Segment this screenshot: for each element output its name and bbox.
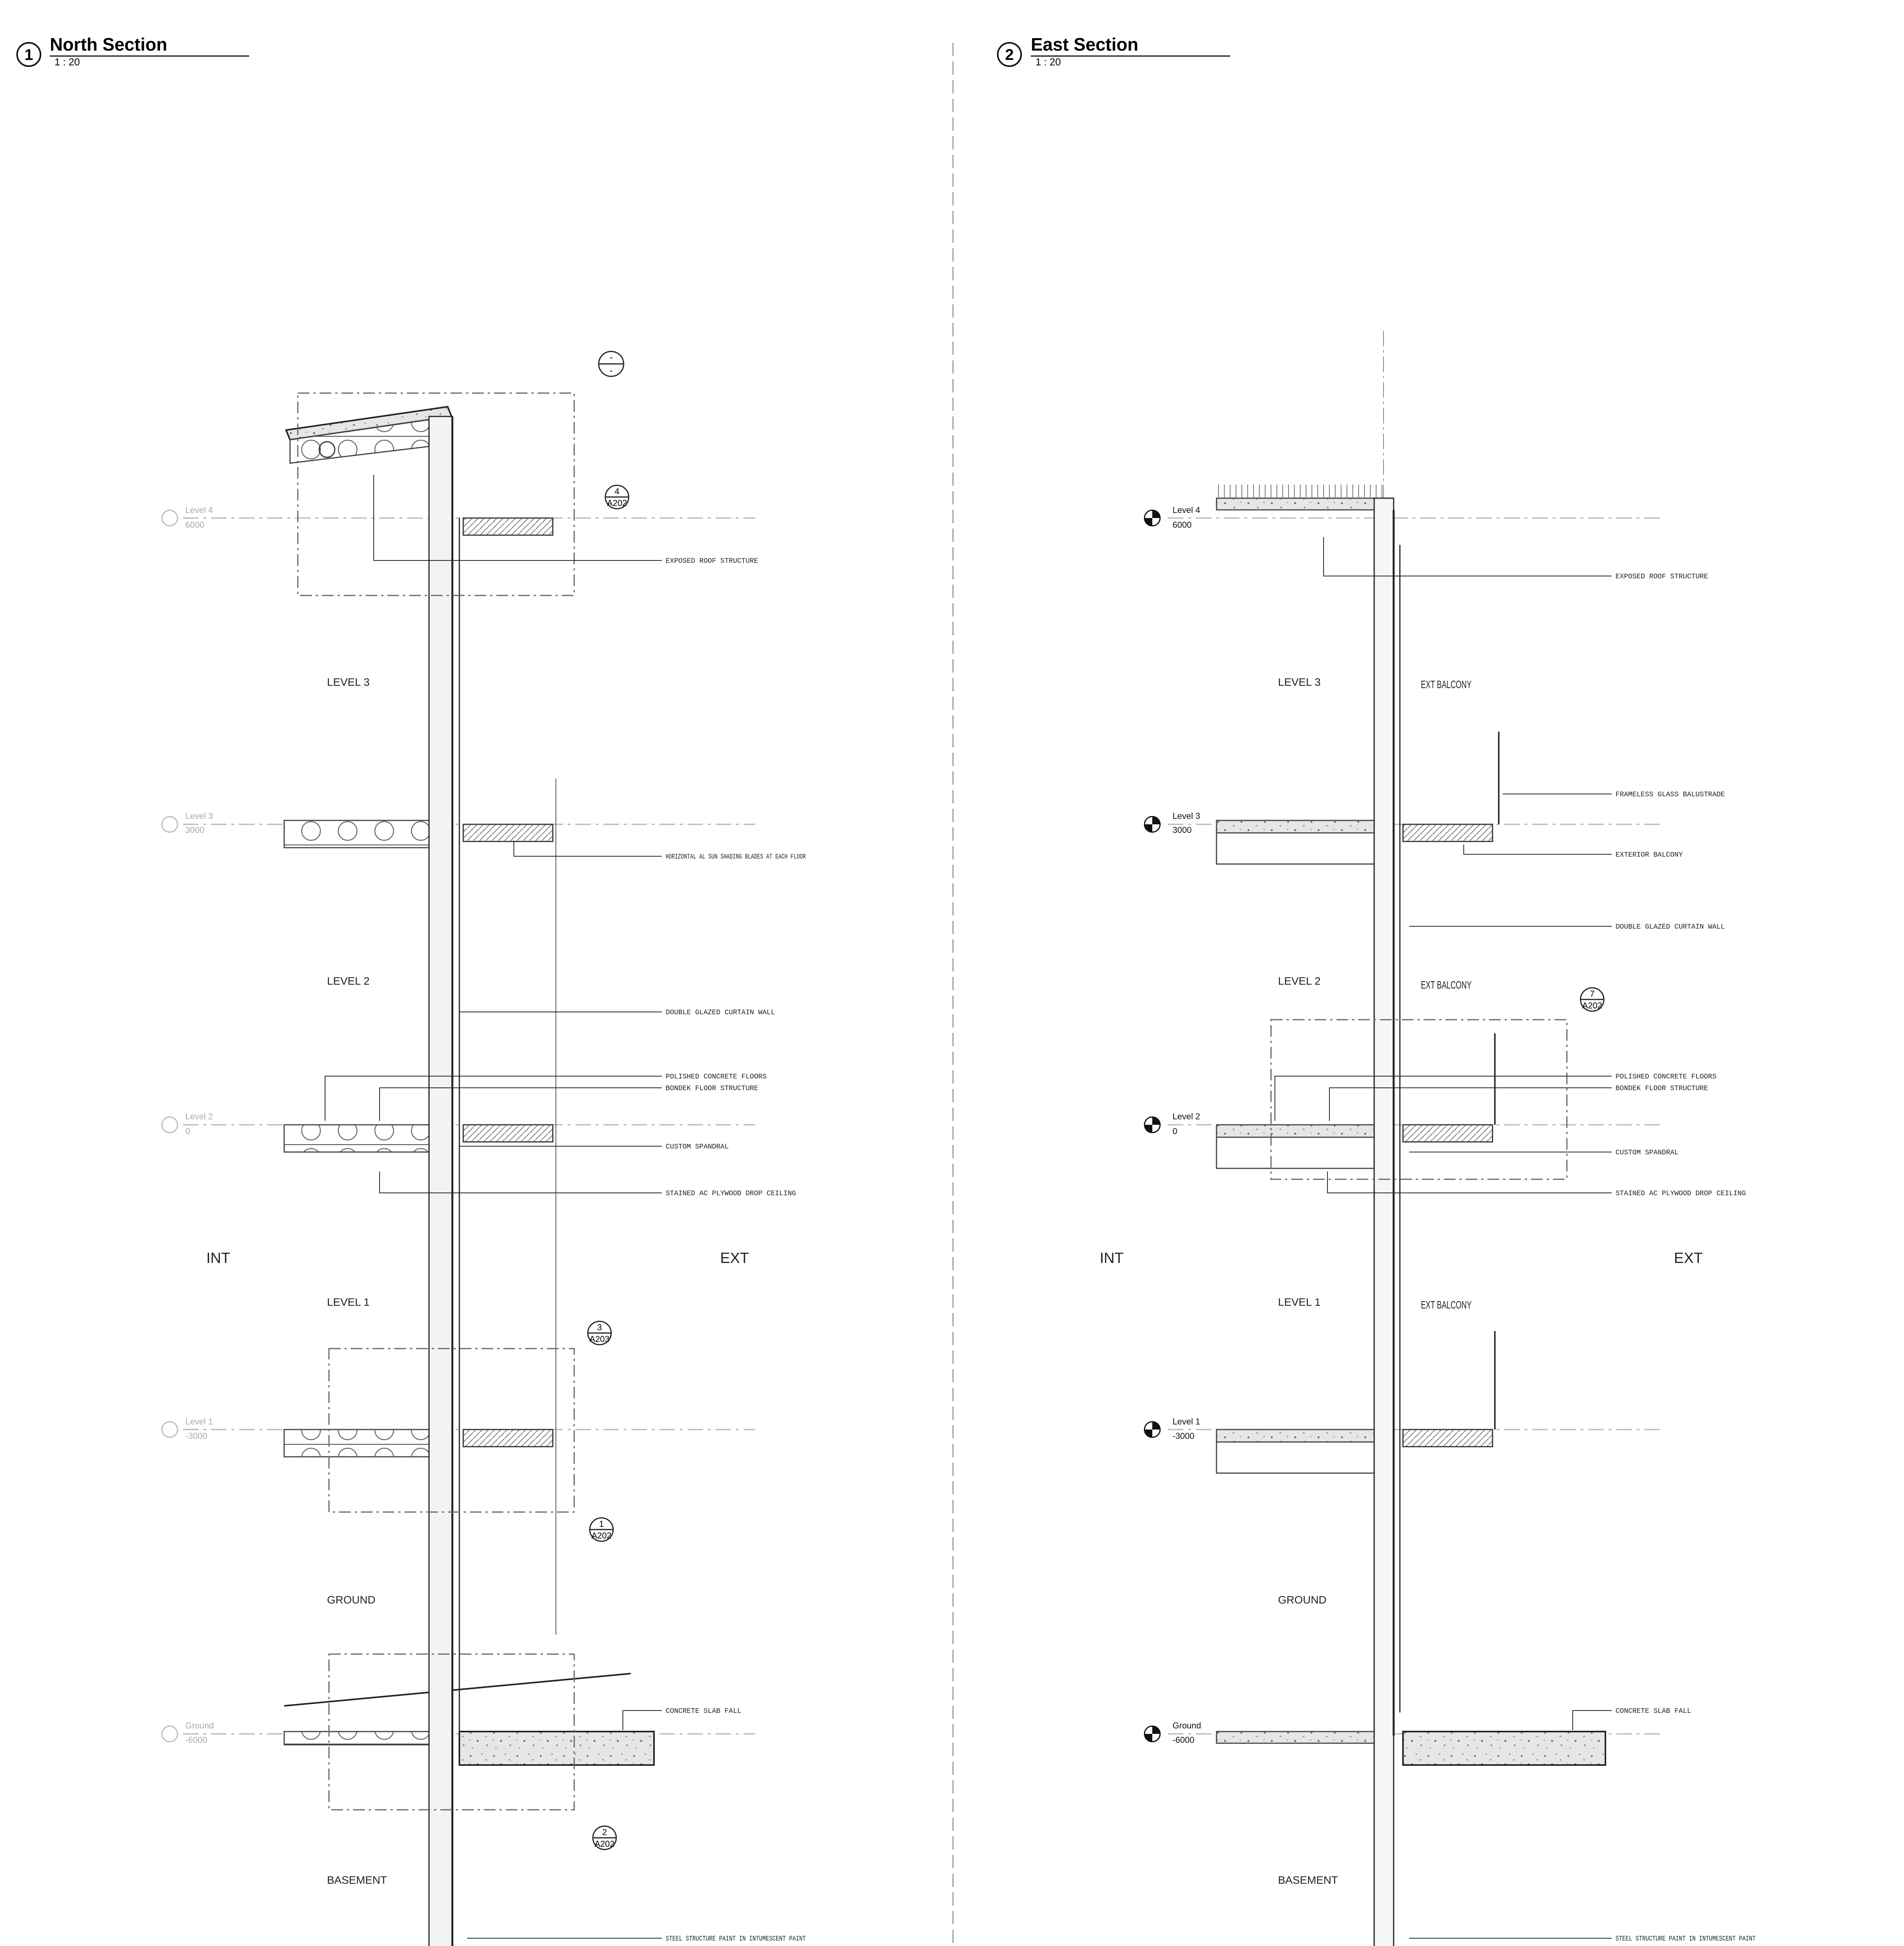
svg-text:2: 2 — [602, 1827, 607, 1837]
svg-text:A203: A203 — [589, 1334, 610, 1344]
svg-text:-6000: -6000 — [185, 1735, 207, 1745]
view-scale: 1 : 20 — [1036, 56, 1061, 68]
svg-text:A202: A202 — [594, 1839, 615, 1849]
level-markers — [162, 505, 224, 1946]
annotation: BONDEK FLOOR STRUCTURE — [1616, 1085, 1708, 1092]
balcony-label: EXT BALCONY — [1421, 678, 1472, 690]
svg-text:6000: 6000 — [185, 520, 204, 530]
ext-label: EXT — [1674, 1250, 1703, 1266]
svg-text:-6000: -6000 — [1173, 1735, 1195, 1745]
ext-label: EXT — [720, 1250, 749, 1266]
view-title-north — [17, 34, 249, 68]
room-label: LEVEL 2 — [327, 975, 370, 987]
level-head-1 — [162, 1417, 213, 1441]
level-head-3 — [162, 811, 213, 835]
svg-text:Level 4: Level 4 — [1173, 505, 1200, 515]
level-markers — [1145, 505, 1211, 1946]
section-tag — [599, 351, 624, 376]
balcony-label: EXT BALCONY — [1421, 1299, 1472, 1311]
room-label: LEVEL 3 — [327, 676, 370, 688]
east-section — [998, 34, 1756, 1946]
annotation: POLISHED CONCRETE FLOORS — [1616, 1073, 1717, 1081]
annotation: CONCRETE SLAB FALL — [1616, 1707, 1691, 1715]
annotation: CUSTOM SPANDRAL — [666, 1143, 729, 1151]
svg-text:3000: 3000 — [1173, 825, 1192, 835]
view-title-east — [998, 34, 1230, 68]
svg-text:0: 0 — [185, 1126, 190, 1136]
callout-tag — [590, 1518, 613, 1541]
annotation: DOUBLE GLAZED CURTAIN WALL — [666, 1009, 775, 1017]
level-head-2 — [162, 1112, 213, 1136]
view-number: 1 — [24, 46, 33, 63]
roof-north — [286, 407, 452, 463]
room-label: GROUND — [1278, 1594, 1327, 1606]
svg-text:Level 1: Level 1 — [185, 1417, 213, 1426]
callout-tag — [588, 1321, 611, 1345]
view-title: North Section — [50, 34, 167, 54]
room-label: LEVEL 3 — [1278, 676, 1321, 688]
annotation: EXPOSED ROOF STRUCTURE — [666, 557, 758, 565]
curtain-wall-north — [429, 416, 556, 1946]
room-label: LEVEL 1 — [327, 1296, 370, 1308]
view-scale: 1 : 20 — [55, 56, 80, 68]
svg-text:3: 3 — [597, 1323, 602, 1332]
annotation: EXPOSED ROOF STRUCTURE — [1616, 573, 1708, 581]
room-label: BASEMENT — [1278, 1874, 1338, 1886]
svg-text:Level 1: Level 1 — [1173, 1417, 1200, 1426]
view-title: East Section — [1031, 34, 1139, 54]
annotation: STAINED AC PLYWOOD DROP CEILING — [1616, 1190, 1746, 1198]
svg-text:6000: 6000 — [1173, 520, 1192, 530]
balcony-label: EXT BALCONY — [1421, 979, 1472, 991]
svg-text:4: 4 — [614, 486, 620, 496]
svg-text:Ground: Ground — [185, 1721, 214, 1730]
ground-slab-north — [284, 1674, 654, 1765]
floor-slabs-north — [284, 518, 553, 1457]
svg-text:Level 2: Level 2 — [185, 1112, 213, 1121]
annotation: FRAMELESS GLASS BALUSTRADE — [1616, 791, 1725, 799]
callout-tag — [593, 1826, 616, 1849]
room-labels-east — [1100, 676, 1703, 1886]
callout-tag-east — [1581, 988, 1604, 1011]
svg-text:-3000: -3000 — [185, 1431, 207, 1441]
annotation: STEEL STRUCTURE PAINT IN INTUMESCENT PAINT — [666, 1935, 806, 1943]
annotation: BONDEK FLOOR STRUCTURE — [666, 1085, 758, 1092]
level-head-ground — [162, 1721, 214, 1745]
callout-tags-north — [588, 351, 629, 1849]
annotation: EXTERIOR BALCONY — [1616, 851, 1683, 859]
svg-text:3000: 3000 — [185, 825, 204, 835]
room-label: LEVEL 1 — [1278, 1296, 1321, 1308]
svg-text:Level 4: Level 4 — [185, 505, 213, 515]
svg-text:Level 2: Level 2 — [1173, 1112, 1200, 1121]
level-head-ground — [1145, 1721, 1201, 1745]
svg-text:Ground: Ground — [1173, 1721, 1201, 1730]
annotation: CUSTOM SPANDRAL — [1616, 1149, 1679, 1157]
svg-text:Level 3: Level 3 — [1173, 811, 1200, 821]
svg-text:A202: A202 — [607, 498, 627, 508]
callout-tag — [605, 485, 629, 509]
annotation: CONCRETE SLAB FALL — [666, 1707, 742, 1715]
svg-text:-: - — [610, 352, 613, 363]
svg-text:7: 7 — [1589, 989, 1595, 999]
annotation: STAINED AC PLYWOOD DROP CEILING — [666, 1190, 796, 1198]
north-section — [17, 34, 806, 1946]
svg-text:A202: A202 — [1582, 1001, 1602, 1010]
room-label: BASEMENT — [327, 1874, 387, 1886]
level-head-2 — [1145, 1112, 1200, 1136]
view-number: 2 — [1005, 46, 1014, 63]
svg-text:A202: A202 — [591, 1531, 612, 1540]
svg-text:-: - — [610, 365, 613, 376]
svg-text:Level 3: Level 3 — [185, 811, 213, 821]
annotation: HORIZONTAL AL SUN SHADING BLADES AT EACH FLOOR — [666, 853, 806, 861]
level-head-1 — [1145, 1417, 1200, 1441]
annotation: DOUBLE GLAZED CURTAIN WALL — [1616, 923, 1725, 931]
int-label: INT — [206, 1250, 230, 1266]
leaders-north — [325, 475, 662, 1946]
curtain-wall-east — [1374, 498, 1400, 1946]
room-label: GROUND — [327, 1594, 376, 1606]
room-label: LEVEL 2 — [1278, 975, 1321, 987]
level-head-3 — [1145, 811, 1200, 835]
int-label: INT — [1100, 1250, 1124, 1266]
svg-text:-3000: -3000 — [1173, 1431, 1195, 1441]
svg-text:1: 1 — [599, 1519, 604, 1529]
annotation: STEEL STRUCTURE PAINT IN INTUMESCENT PAINT — [1616, 1935, 1756, 1943]
svg-text:0: 0 — [1173, 1126, 1178, 1136]
annotation: POLISHED CONCRETE FLOORS — [666, 1073, 767, 1081]
